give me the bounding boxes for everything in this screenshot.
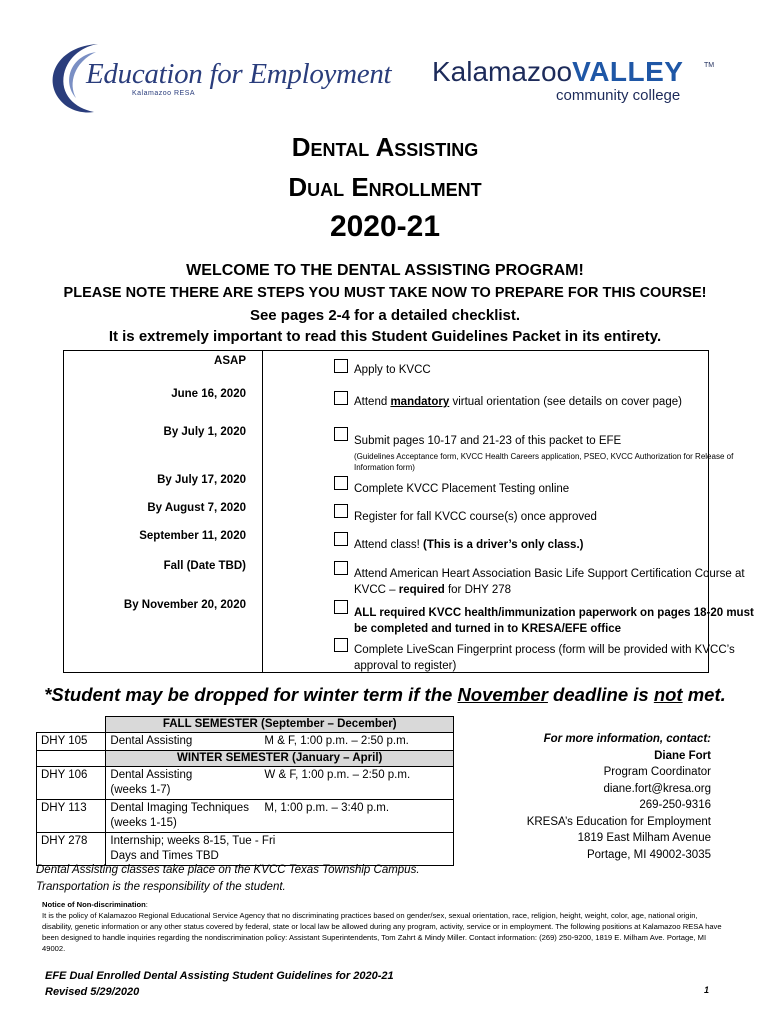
table-row (37, 767, 454, 800)
course-name-line: Internship; weeks 8-15, Tue - Fri (110, 835, 276, 847)
course-time: M, 1:00 p.m. – 3:40 p.m. (260, 800, 453, 833)
contact-email[interactable]: diane.fort@kresa.org (603, 782, 711, 795)
checklist-date: By August 7, 2020 (147, 502, 246, 514)
title-line-1: Dental Assisting (291, 132, 479, 162)
table-cell (37, 717, 106, 733)
kvcc-trademark: TM (704, 62, 715, 69)
title-year: 2020-21 (329, 210, 441, 243)
checklist-reference: See pages 2-4 for a detailed checklist. (249, 307, 521, 324)
course-weeks: (weeks 1-15) (110, 817, 177, 829)
page-footer (45, 968, 394, 1000)
checklist-item-text: Submit pages 10-17 and 21-23 of this packet to EFE (354, 435, 622, 447)
warning-underline: not (653, 684, 683, 705)
contact-heading: For more information, contact: (543, 733, 711, 745)
course-name (106, 800, 261, 833)
winter-drop-warning (0, 684, 770, 706)
checkbox[interactable] (334, 476, 348, 490)
checklist-divider (262, 351, 263, 672)
prepare-note: PLEASE NOTE THERE ARE STEPS YOU MUST TAKE NOW TO PREPARE FOR THIS COURSE! (63, 285, 707, 301)
checkbox[interactable] (334, 427, 348, 441)
warning-text: *Student may be dropped for winter term if the (44, 684, 458, 705)
checklist-date: By July 1, 2020 (163, 426, 246, 438)
table-row (37, 800, 454, 833)
table-cell (37, 751, 106, 767)
checklist-item-text: for DHY 278 (444, 584, 512, 596)
checklist-item (354, 605, 764, 637)
course-name: Dental Assisting (106, 733, 261, 751)
nondiscrimination-notice: Notice of Non-discrimination: It is the policy of Kalamazoo Regional Educational Service Agency that no discriminating practices based on gender/sex, sexual orientation, race, religion, height, weight, color, age, national origin, disability, genetic information or any other status covered by federal, state or local law be allowed during any program, activity, service or in employment. The following positions at Kalamazoo RESA have been designed to handle inquiries regarding the nondiscrimination policy: Assistant Superintendents, Tom Zahrt & Mindy Miller. Contact information: (269) 250-9200, 1819 E. Milham Ave. Portage, MI 49002. (42, 900, 722, 953)
nondiscrimination-body: It is the policy of Kalamazoo Regional Educational Service Agency that no discriminating practices based on gender/sex, sexual orientation, race, religion, height, weight, color, age, national origin, disability, genetic information or any other status covered by federal, state or local law be allowed during any program, activity, service or in employment. The following positions at Kalamazoo RESA have been designed to handle inquiries regarding the nondiscrimination policy: Assistant Superintendents, Tom Zahrt & Mindy Miller. Contact information: (269) 250-9200, 1819 E. Milham Ave. Portage, MI 49002. (42, 911, 722, 953)
contact-name: Diane Fort (654, 749, 711, 762)
checklist-item: Apply to KVCC (354, 364, 431, 376)
checklist-date: By November 20, 2020 (123, 599, 246, 611)
course-code: DHY 278 (37, 833, 106, 866)
footer-revised: Revised 5/29/2020 (45, 986, 140, 998)
course-time: W & F, 1:00 p.m. – 2:50 p.m. (260, 767, 453, 800)
welcome-heading: WELCOME TO THE DENTAL ASSISTING PROGRAM! (186, 262, 584, 279)
class-location-line: Dental Assisting classes take place on the KVCC Texas Township Campus. (36, 864, 420, 876)
warning-underline: November (457, 684, 548, 705)
checklist-item (354, 433, 764, 473)
contact-street: 1819 East Milham Avenue (577, 832, 711, 844)
checkbox[interactable] (334, 391, 348, 405)
class-location-note (36, 862, 420, 895)
checklist-date: ASAP (214, 355, 246, 367)
course-days: Days and Times TBD (110, 850, 219, 862)
contact-city: Portage, MI 49002-3035 (586, 848, 711, 861)
course-time: M & F, 1:00 p.m. – 2:50 p.m. (260, 733, 453, 751)
course-name (106, 767, 261, 800)
course-weeks: (weeks 1-7) (110, 784, 171, 796)
checklist-item: Complete KVCC Placement Testing online (354, 483, 570, 495)
checklist-date: June 16, 2020 (171, 388, 246, 400)
checklist-item (354, 537, 764, 553)
efe-logo-subtext: Kalamazoo RESA (132, 90, 196, 97)
checkbox[interactable] (334, 600, 348, 614)
mandatory-emphasis: mandatory (390, 396, 450, 408)
drivers-only-note: (This is a driver’s only class.) (423, 539, 584, 551)
checklist-date: September 11, 2020 (139, 530, 246, 542)
contact-block (470, 731, 711, 863)
course-name-line: Dental Imaging Techniques (110, 802, 249, 814)
table-row (37, 717, 454, 733)
nondiscrimination-heading: Notice of Non-discrimination (42, 900, 146, 909)
table-row (37, 733, 454, 751)
kvcc-logo (432, 56, 683, 88)
efe-logo-text: Education for Employment (86, 58, 392, 90)
checklist-item: Register for fall KVCC course(s) once approved (354, 511, 597, 523)
checklist-item-text: Attend (354, 396, 391, 408)
warning-text: deadline is (547, 684, 654, 705)
checkbox[interactable] (334, 561, 348, 575)
course-code: DHY 105 (37, 733, 106, 751)
checklist-item-detail: (Guidelines Acceptance form, KVCC Health Careers application, PSEO, KVCC Authorization for Release of Information form) (354, 452, 734, 472)
fall-semester-header: FALL SEMESTER (September – December) (106, 717, 454, 733)
course-code: DHY 113 (37, 800, 106, 833)
checklist-item-text: virtual orientation (see details on cover page) (449, 396, 682, 408)
kvcc-logo-bold: VALLEY (572, 56, 684, 87)
footer-title: EFE Dual Enrolled Dental Assisting Student Guidelines for 2020-21 (45, 970, 394, 982)
checklist-item (354, 394, 764, 410)
transportation-line: Transportation is the responsibility of the student. (36, 880, 286, 893)
checklist-item: Complete LiveScan Fingerprint process (form will be provided with KVCC’s approval to register) (354, 644, 735, 672)
course-name-line: Dental Assisting (110, 769, 193, 781)
read-packet-note: It is extremely important to read this Student Guidelines Packet in its entirety. (108, 328, 662, 345)
page-number: 1 (704, 985, 710, 995)
table-row (37, 833, 454, 866)
checklist-item-text: Attend American Heart Association Basic Life Support Certification Course at KVCC – (354, 568, 745, 596)
checklist-item (354, 566, 764, 598)
title-line-2: Dual Enrollment (288, 172, 482, 202)
winter-semester-header: WINTER SEMESTER (January – April) (106, 751, 454, 767)
course-name (106, 833, 454, 866)
checkbox[interactable] (334, 504, 348, 518)
course-code: DHY 106 (37, 767, 106, 800)
required-emphasis: required (398, 584, 445, 596)
contact-phone: 269-250-9316 (639, 799, 711, 811)
checklist-date: Fall (Date TBD) (163, 560, 246, 572)
checkbox[interactable] (334, 638, 348, 652)
contact-org: KRESA’s Education for Employment (526, 815, 711, 828)
kvcc-logo-subtext: community college (556, 87, 681, 104)
deadline-checklist (63, 350, 754, 673)
checklist-item-text: ALL required KVCC health/immunization paperwork on pages 18-20 must be completed and turned in to KRESA/EFE office (354, 607, 754, 635)
checklist-item-text: Attend class! (354, 539, 424, 551)
warning-text: met. (682, 684, 726, 705)
checkbox[interactable] (334, 359, 348, 373)
table-row (37, 751, 454, 767)
course-schedule-table (36, 716, 454, 866)
kvcc-logo-prefix: Kalamazoo (432, 56, 573, 87)
contact-title: Program Coordinator (603, 766, 711, 778)
checkbox[interactable] (334, 532, 348, 546)
checklist-date: By July 17, 2020 (157, 474, 246, 486)
